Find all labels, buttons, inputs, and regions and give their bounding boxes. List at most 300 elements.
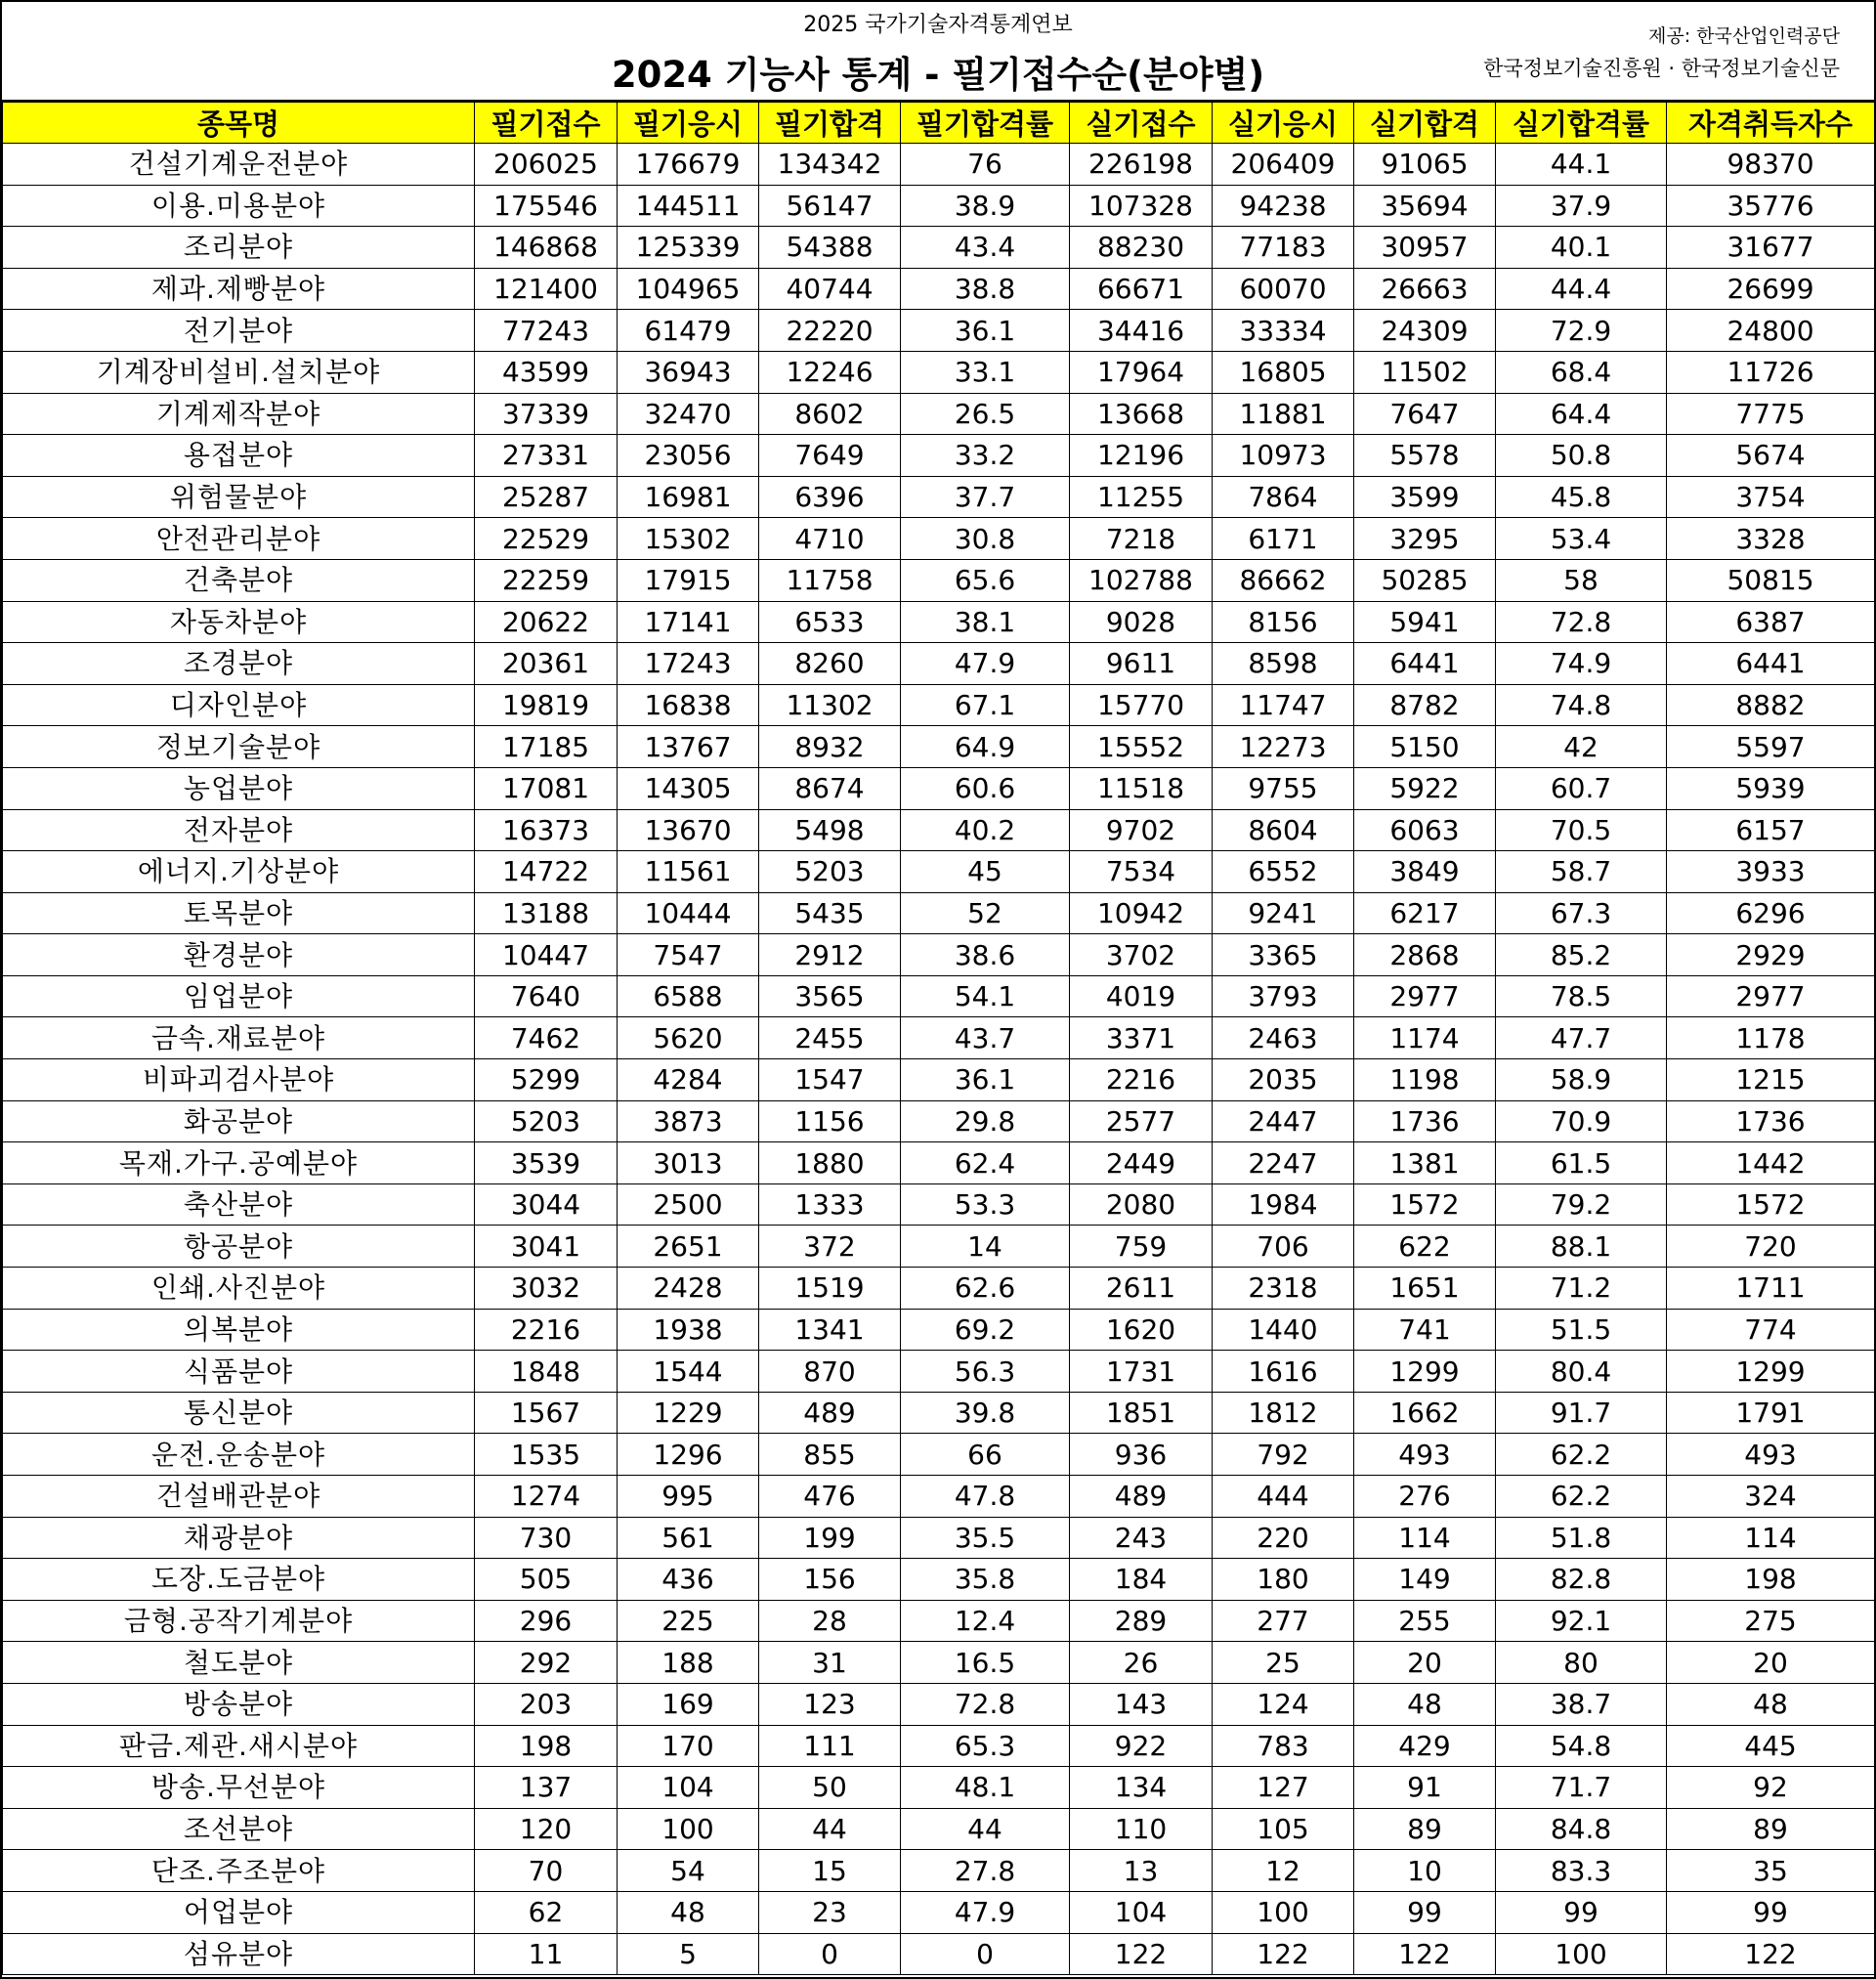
cell-written-applied: 3041 [475, 1226, 618, 1268]
cell-certified-count: 35776 [1667, 185, 1875, 227]
column-header-written-taken: 필기응시 [618, 103, 759, 144]
column-header-written-passed: 필기합격 [759, 103, 901, 144]
cell-practical-applied: 759 [1070, 1226, 1213, 1268]
cell-practical-passed: 5922 [1354, 767, 1496, 809]
cell-practical-passed: 5578 [1354, 435, 1496, 477]
cell-certified-count: 2929 [1667, 934, 1875, 976]
cell-practical-taken: 25 [1213, 1642, 1354, 1684]
cell-written-passed: 22220 [759, 310, 901, 352]
cell-certified-count: 1299 [1667, 1351, 1875, 1393]
cell-practical-applied: 66671 [1070, 268, 1213, 310]
cell-practical-pass-rate: 72.8 [1496, 601, 1667, 643]
cell-practical-passed: 3295 [1354, 518, 1496, 560]
cell-written-pass-rate: 29.8 [901, 1100, 1070, 1142]
cell-practical-applied: 104 [1070, 1891, 1213, 1933]
cell-practical-applied: 2080 [1070, 1183, 1213, 1226]
cell-practical-passed: 114 [1354, 1517, 1496, 1559]
cell-practical-passed: 255 [1354, 1600, 1496, 1642]
cell-practical-pass-rate: 54.8 [1496, 1725, 1667, 1767]
cell-written-taken: 16838 [618, 684, 759, 726]
cell-written-applied: 10447 [475, 934, 618, 976]
cell-practical-taken: 2447 [1213, 1100, 1354, 1142]
cell-practical-taken: 10973 [1213, 435, 1354, 477]
cell-written-passed: 1341 [759, 1309, 901, 1351]
cell-written-applied: 13188 [475, 892, 618, 934]
cell-written-passed: 6533 [759, 601, 901, 643]
cell-field-name: 건축분야 [3, 559, 475, 601]
table-row [3, 185, 1875, 227]
cell-practical-pass-rate: 37.9 [1496, 185, 1667, 227]
cell-practical-taken: 1812 [1213, 1392, 1354, 1434]
cell-written-pass-rate: 0 [901, 1933, 1070, 1975]
cell-written-taken: 100 [618, 1808, 759, 1850]
cell-practical-applied: 1851 [1070, 1392, 1213, 1434]
cell-written-applied: 5203 [475, 1100, 618, 1142]
table-row [3, 934, 1875, 976]
column-header-certified-count: 자격취득자수 [1667, 103, 1875, 144]
cell-practical-pass-rate: 74.8 [1496, 684, 1667, 726]
cell-written-pass-rate: 33.2 [901, 435, 1070, 477]
cell-practical-applied: 11518 [1070, 767, 1213, 809]
cell-practical-passed: 1381 [1354, 1142, 1496, 1184]
cell-written-taken: 176679 [618, 144, 759, 186]
cell-certified-count: 6441 [1667, 643, 1875, 685]
cell-practical-pass-rate: 79.2 [1496, 1183, 1667, 1226]
cell-practical-applied: 936 [1070, 1434, 1213, 1476]
column-header-written-applied: 필기접수 [475, 103, 618, 144]
cell-written-taken: 104 [618, 1767, 759, 1809]
cell-written-pass-rate: 69.2 [901, 1309, 1070, 1351]
cell-written-passed: 2912 [759, 934, 901, 976]
cell-written-pass-rate: 56.3 [901, 1351, 1070, 1393]
cell-written-passed: 111 [759, 1725, 901, 1767]
cell-written-applied: 14722 [475, 851, 618, 893]
cell-written-pass-rate: 30.8 [901, 518, 1070, 560]
cell-practical-taken: 124 [1213, 1683, 1354, 1725]
table-row [3, 1600, 1875, 1642]
cell-practical-pass-rate: 64.4 [1496, 393, 1667, 435]
cell-practical-passed: 493 [1354, 1434, 1496, 1476]
cell-practical-taken: 1616 [1213, 1351, 1354, 1393]
cell-practical-pass-rate: 62.2 [1496, 1476, 1667, 1518]
cell-written-taken: 61479 [618, 310, 759, 352]
cell-practical-pass-rate: 92.1 [1496, 1600, 1667, 1642]
table-row [3, 809, 1875, 851]
cell-practical-applied: 489 [1070, 1476, 1213, 1518]
cell-written-applied: 22259 [475, 559, 618, 601]
cell-certified-count: 48 [1667, 1683, 1875, 1725]
cell-written-passed: 1547 [759, 1059, 901, 1101]
cell-written-pass-rate: 48.1 [901, 1767, 1070, 1809]
table-row [3, 726, 1875, 768]
cell-practical-taken: 1440 [1213, 1309, 1354, 1351]
cell-practical-taken: 706 [1213, 1226, 1354, 1268]
cell-certified-count: 35 [1667, 1850, 1875, 1892]
cell-practical-passed: 2977 [1354, 975, 1496, 1017]
cell-practical-passed: 6063 [1354, 809, 1496, 851]
cell-field-name: 위험물분야 [3, 476, 475, 518]
cell-written-pass-rate: 66 [901, 1434, 1070, 1476]
cell-written-taken: 2428 [618, 1268, 759, 1310]
cell-practical-passed: 20 [1354, 1642, 1496, 1684]
cell-written-passed: 28 [759, 1600, 901, 1642]
cell-written-applied: 37339 [475, 393, 618, 435]
cell-field-name: 어업분야 [3, 1891, 475, 1933]
cell-practical-taken: 783 [1213, 1725, 1354, 1767]
cell-written-applied: 296 [475, 1600, 618, 1642]
cell-practical-pass-rate: 38.7 [1496, 1683, 1667, 1725]
cell-written-applied: 17081 [475, 767, 618, 809]
cell-practical-passed: 5150 [1354, 726, 1496, 768]
cell-written-applied: 20361 [475, 643, 618, 685]
cell-practical-pass-rate: 58.9 [1496, 1059, 1667, 1101]
cell-practical-passed: 5941 [1354, 601, 1496, 643]
cell-practical-taken: 9241 [1213, 892, 1354, 934]
cell-practical-applied: 184 [1070, 1559, 1213, 1601]
cell-written-applied: 175546 [475, 185, 618, 227]
cell-field-name: 방송.무선분야 [3, 1767, 475, 1809]
cell-written-taken: 16981 [618, 476, 759, 518]
cell-written-taken: 1938 [618, 1309, 759, 1351]
cell-written-pass-rate: 47.8 [901, 1476, 1070, 1518]
cell-written-passed: 372 [759, 1226, 901, 1268]
cell-certified-count: 493 [1667, 1434, 1875, 1476]
cell-certified-count: 3933 [1667, 851, 1875, 893]
cell-written-taken: 2500 [618, 1183, 759, 1226]
data-provider: 제공: 한국산업인력공단 [1648, 25, 1840, 47]
cell-written-passed: 7649 [759, 435, 901, 477]
cell-practical-applied: 3702 [1070, 934, 1213, 976]
table-row [3, 767, 1875, 809]
cell-field-name: 단조.주조분야 [3, 1850, 475, 1892]
cell-field-name: 안전관리분야 [3, 518, 475, 560]
cell-practical-pass-rate: 70.9 [1496, 1100, 1667, 1142]
cell-practical-taken: 180 [1213, 1559, 1354, 1601]
cell-field-name: 목재.가구.공예분야 [3, 1142, 475, 1184]
cell-practical-pass-rate: 58 [1496, 559, 1667, 601]
table-row [3, 851, 1875, 893]
cell-field-name: 도장.도금분야 [3, 1559, 475, 1601]
cell-field-name: 기계제작분야 [3, 393, 475, 435]
cell-practical-taken: 11881 [1213, 393, 1354, 435]
cell-practical-taken: 3793 [1213, 975, 1354, 1017]
cell-field-name: 전자분야 [3, 809, 475, 851]
cell-written-taken: 54 [618, 1850, 759, 1892]
cell-practical-taken: 2035 [1213, 1059, 1354, 1101]
cell-written-pass-rate: 38.9 [901, 185, 1070, 227]
cell-practical-passed: 89 [1354, 1808, 1496, 1850]
cell-practical-applied: 17964 [1070, 351, 1213, 393]
cell-field-name: 임업분야 [3, 975, 475, 1017]
cell-field-name: 전기분야 [3, 310, 475, 352]
table-row [3, 518, 1875, 560]
cell-written-passed: 12246 [759, 351, 901, 393]
table-row [3, 684, 1875, 726]
cell-practical-taken: 11747 [1213, 684, 1354, 726]
cell-practical-passed: 6441 [1354, 643, 1496, 685]
cell-certified-count: 3754 [1667, 476, 1875, 518]
cell-practical-pass-rate: 83.3 [1496, 1850, 1667, 1892]
cell-practical-applied: 10942 [1070, 892, 1213, 934]
cell-written-taken: 48 [618, 1891, 759, 1933]
cell-field-name: 의복분야 [3, 1309, 475, 1351]
cell-written-pass-rate: 64.9 [901, 726, 1070, 768]
cell-practical-passed: 149 [1354, 1559, 1496, 1601]
cell-written-passed: 8674 [759, 767, 901, 809]
cell-field-name: 섬유분야 [3, 1933, 475, 1975]
cell-field-name: 제과.제빵분야 [3, 268, 475, 310]
cell-written-applied: 505 [475, 1559, 618, 1601]
cell-written-passed: 199 [759, 1517, 901, 1559]
cell-practical-taken: 77183 [1213, 227, 1354, 269]
cell-practical-applied: 922 [1070, 1725, 1213, 1767]
cell-practical-applied: 2611 [1070, 1268, 1213, 1310]
cell-practical-pass-rate: 78.5 [1496, 975, 1667, 1017]
cell-practical-passed: 6217 [1354, 892, 1496, 934]
cell-practical-taken: 8604 [1213, 809, 1354, 851]
cell-practical-passed: 1174 [1354, 1017, 1496, 1059]
cell-practical-taken: 100 [1213, 1891, 1354, 1933]
cell-written-passed: 54388 [759, 227, 901, 269]
cell-written-pass-rate: 40.2 [901, 809, 1070, 851]
cell-practical-passed: 7647 [1354, 393, 1496, 435]
cell-field-name: 이용.미용분야 [3, 185, 475, 227]
cell-written-taken: 2651 [618, 1226, 759, 1268]
table-row [3, 1309, 1875, 1351]
cell-practical-applied: 15552 [1070, 726, 1213, 768]
cell-written-pass-rate: 38.1 [901, 601, 1070, 643]
cell-practical-applied: 2449 [1070, 1142, 1213, 1184]
column-header-practical-pass-rate: 실기합격률 [1496, 103, 1667, 144]
cell-practical-taken: 2247 [1213, 1142, 1354, 1184]
cell-written-pass-rate: 14 [901, 1226, 1070, 1268]
cell-written-applied: 1535 [475, 1434, 618, 1476]
cell-certified-count: 24800 [1667, 310, 1875, 352]
cell-written-passed: 123 [759, 1683, 901, 1725]
cell-written-pass-rate: 38.8 [901, 268, 1070, 310]
cell-practical-pass-rate: 62.2 [1496, 1434, 1667, 1476]
cell-written-pass-rate: 38.6 [901, 934, 1070, 976]
table-row [3, 1183, 1875, 1226]
cell-written-applied: 206025 [475, 144, 618, 186]
cell-written-taken: 6588 [618, 975, 759, 1017]
cell-practical-applied: 13 [1070, 1850, 1213, 1892]
table-row [3, 144, 1875, 186]
cell-practical-passed: 1572 [1354, 1183, 1496, 1226]
cell-practical-taken: 12 [1213, 1850, 1354, 1892]
cell-field-name: 방송분야 [3, 1683, 475, 1725]
cell-certified-count: 7775 [1667, 393, 1875, 435]
cell-written-passed: 6396 [759, 476, 901, 518]
cell-practical-passed: 1662 [1354, 1392, 1496, 1434]
cell-practical-pass-rate: 42 [1496, 726, 1667, 768]
cell-written-passed: 11302 [759, 684, 901, 726]
cell-written-passed: 476 [759, 1476, 901, 1518]
cell-written-taken: 436 [618, 1559, 759, 1601]
cell-practical-pass-rate: 74.9 [1496, 643, 1667, 685]
cell-practical-passed: 1736 [1354, 1100, 1496, 1142]
cell-practical-applied: 110 [1070, 1808, 1213, 1850]
cell-written-taken: 17915 [618, 559, 759, 601]
table-row [3, 1559, 1875, 1601]
cell-practical-taken: 1984 [1213, 1183, 1354, 1226]
cell-certified-count: 5674 [1667, 435, 1875, 477]
cell-practical-taken: 3365 [1213, 934, 1354, 976]
cell-written-passed: 156 [759, 1559, 901, 1601]
cell-field-name: 조경분야 [3, 643, 475, 685]
cell-certified-count: 5597 [1667, 726, 1875, 768]
cell-written-passed: 1333 [759, 1183, 901, 1226]
cell-practical-pass-rate: 72.9 [1496, 310, 1667, 352]
cell-practical-passed: 3849 [1354, 851, 1496, 893]
cell-written-pass-rate: 67.1 [901, 684, 1070, 726]
table-row [3, 351, 1875, 393]
cell-certified-count: 2977 [1667, 975, 1875, 1017]
cell-practical-taken: 33334 [1213, 310, 1354, 352]
cell-practical-passed: 276 [1354, 1476, 1496, 1518]
cell-written-taken: 14305 [618, 767, 759, 809]
cell-certified-count: 8882 [1667, 684, 1875, 726]
cell-written-applied: 730 [475, 1517, 618, 1559]
cell-written-pass-rate: 39.8 [901, 1392, 1070, 1434]
cell-practical-passed: 8782 [1354, 684, 1496, 726]
cell-written-pass-rate: 62.4 [901, 1142, 1070, 1184]
cell-written-pass-rate: 26.5 [901, 393, 1070, 435]
cell-practical-applied: 143 [1070, 1683, 1213, 1725]
cell-certified-count: 324 [1667, 1476, 1875, 1518]
cell-written-passed: 5203 [759, 851, 901, 893]
cell-practical-applied: 11255 [1070, 476, 1213, 518]
cell-certified-count: 1736 [1667, 1100, 1875, 1142]
cell-practical-passed: 24309 [1354, 310, 1496, 352]
table-row [3, 892, 1875, 934]
cell-practical-passed: 30957 [1354, 227, 1496, 269]
cell-practical-pass-rate: 60.7 [1496, 767, 1667, 809]
table-row [3, 975, 1875, 1017]
cell-practical-applied: 88230 [1070, 227, 1213, 269]
cell-written-applied: 203 [475, 1683, 618, 1725]
cell-practical-applied: 102788 [1070, 559, 1213, 601]
cell-written-applied: 43599 [475, 351, 618, 393]
cell-practical-passed: 622 [1354, 1226, 1496, 1268]
table-row [3, 476, 1875, 518]
cell-written-applied: 27331 [475, 435, 618, 477]
cell-practical-applied: 13668 [1070, 393, 1213, 435]
cell-written-applied: 121400 [475, 268, 618, 310]
cell-certified-count: 6296 [1667, 892, 1875, 934]
cell-practical-applied: 9611 [1070, 643, 1213, 685]
table-row [3, 1891, 1875, 1933]
cell-certified-count: 1178 [1667, 1017, 1875, 1059]
cell-practical-pass-rate: 47.7 [1496, 1017, 1667, 1059]
cell-practical-applied: 2216 [1070, 1059, 1213, 1101]
table-row [3, 1850, 1875, 1892]
statistics-table [2, 102, 1875, 1975]
cell-written-passed: 23 [759, 1891, 901, 1933]
cell-written-applied: 198 [475, 1725, 618, 1767]
cell-practical-taken: 444 [1213, 1476, 1354, 1518]
cell-practical-pass-rate: 71.7 [1496, 1767, 1667, 1809]
cell-written-applied: 77243 [475, 310, 618, 352]
table-row [3, 1517, 1875, 1559]
cell-field-name: 디자인분야 [3, 684, 475, 726]
cell-written-pass-rate: 36.1 [901, 310, 1070, 352]
cell-written-pass-rate: 47.9 [901, 643, 1070, 685]
table-row [3, 268, 1875, 310]
cell-practical-applied: 289 [1070, 1600, 1213, 1642]
cell-certified-count: 11726 [1667, 351, 1875, 393]
cell-written-applied: 3539 [475, 1142, 618, 1184]
cell-certified-count: 5939 [1667, 767, 1875, 809]
cell-written-passed: 870 [759, 1351, 901, 1393]
cell-written-taken: 169 [618, 1683, 759, 1725]
table-row [3, 1434, 1875, 1476]
cell-practical-applied: 226198 [1070, 144, 1213, 186]
table-header-row [3, 103, 1875, 144]
cell-written-pass-rate: 60.6 [901, 767, 1070, 809]
cell-practical-pass-rate: 44.4 [1496, 268, 1667, 310]
table-row [3, 1933, 1875, 1975]
cell-practical-pass-rate: 80.4 [1496, 1351, 1667, 1393]
cell-practical-applied: 15770 [1070, 684, 1213, 726]
cell-practical-pass-rate: 84.8 [1496, 1808, 1667, 1850]
cell-field-name: 기계장비설비.설치분야 [3, 351, 475, 393]
cell-written-passed: 40744 [759, 268, 901, 310]
cell-written-passed: 50 [759, 1767, 901, 1809]
cell-written-applied: 7462 [475, 1017, 618, 1059]
cell-field-name: 축산분야 [3, 1183, 475, 1226]
table-row [3, 310, 1875, 352]
cell-practical-taken: 277 [1213, 1600, 1354, 1642]
cell-certified-count: 92 [1667, 1767, 1875, 1809]
cell-written-pass-rate: 33.1 [901, 351, 1070, 393]
cell-written-passed: 15 [759, 1850, 901, 1892]
cell-certified-count: 1711 [1667, 1268, 1875, 1310]
cell-practical-taken: 86662 [1213, 559, 1354, 601]
cell-practical-taken: 206409 [1213, 144, 1354, 186]
cell-written-taken: 11561 [618, 851, 759, 893]
cell-written-passed: 4710 [759, 518, 901, 560]
table-row [3, 1476, 1875, 1518]
cell-written-passed: 5498 [759, 809, 901, 851]
cell-written-taken: 10444 [618, 892, 759, 934]
cell-practical-passed: 1299 [1354, 1351, 1496, 1393]
cell-field-name: 건설배관분야 [3, 1476, 475, 1518]
cell-practical-passed: 50285 [1354, 559, 1496, 601]
cell-certified-count: 1442 [1667, 1142, 1875, 1184]
cell-written-taken: 13767 [618, 726, 759, 768]
cell-practical-passed: 1651 [1354, 1268, 1496, 1310]
cell-certified-count: 3328 [1667, 518, 1875, 560]
cell-certified-count: 98370 [1667, 144, 1875, 186]
table-row [3, 435, 1875, 477]
cell-practical-passed: 91065 [1354, 144, 1496, 186]
cell-practical-passed: 122 [1354, 1933, 1496, 1975]
cell-field-name: 자동차분야 [3, 601, 475, 643]
table-row [3, 1642, 1875, 1684]
cell-practical-taken: 60070 [1213, 268, 1354, 310]
cell-practical-passed: 3599 [1354, 476, 1496, 518]
cell-certified-count: 89 [1667, 1808, 1875, 1850]
cell-written-taken: 1229 [618, 1392, 759, 1434]
cell-written-passed: 31 [759, 1642, 901, 1684]
cell-practical-pass-rate: 51.8 [1496, 1517, 1667, 1559]
cell-practical-taken: 792 [1213, 1434, 1354, 1476]
cell-field-name: 항공분야 [3, 1226, 475, 1268]
cell-certified-count: 6387 [1667, 601, 1875, 643]
sheet-header [2, 2, 1874, 102]
cell-certified-count: 445 [1667, 1725, 1875, 1767]
